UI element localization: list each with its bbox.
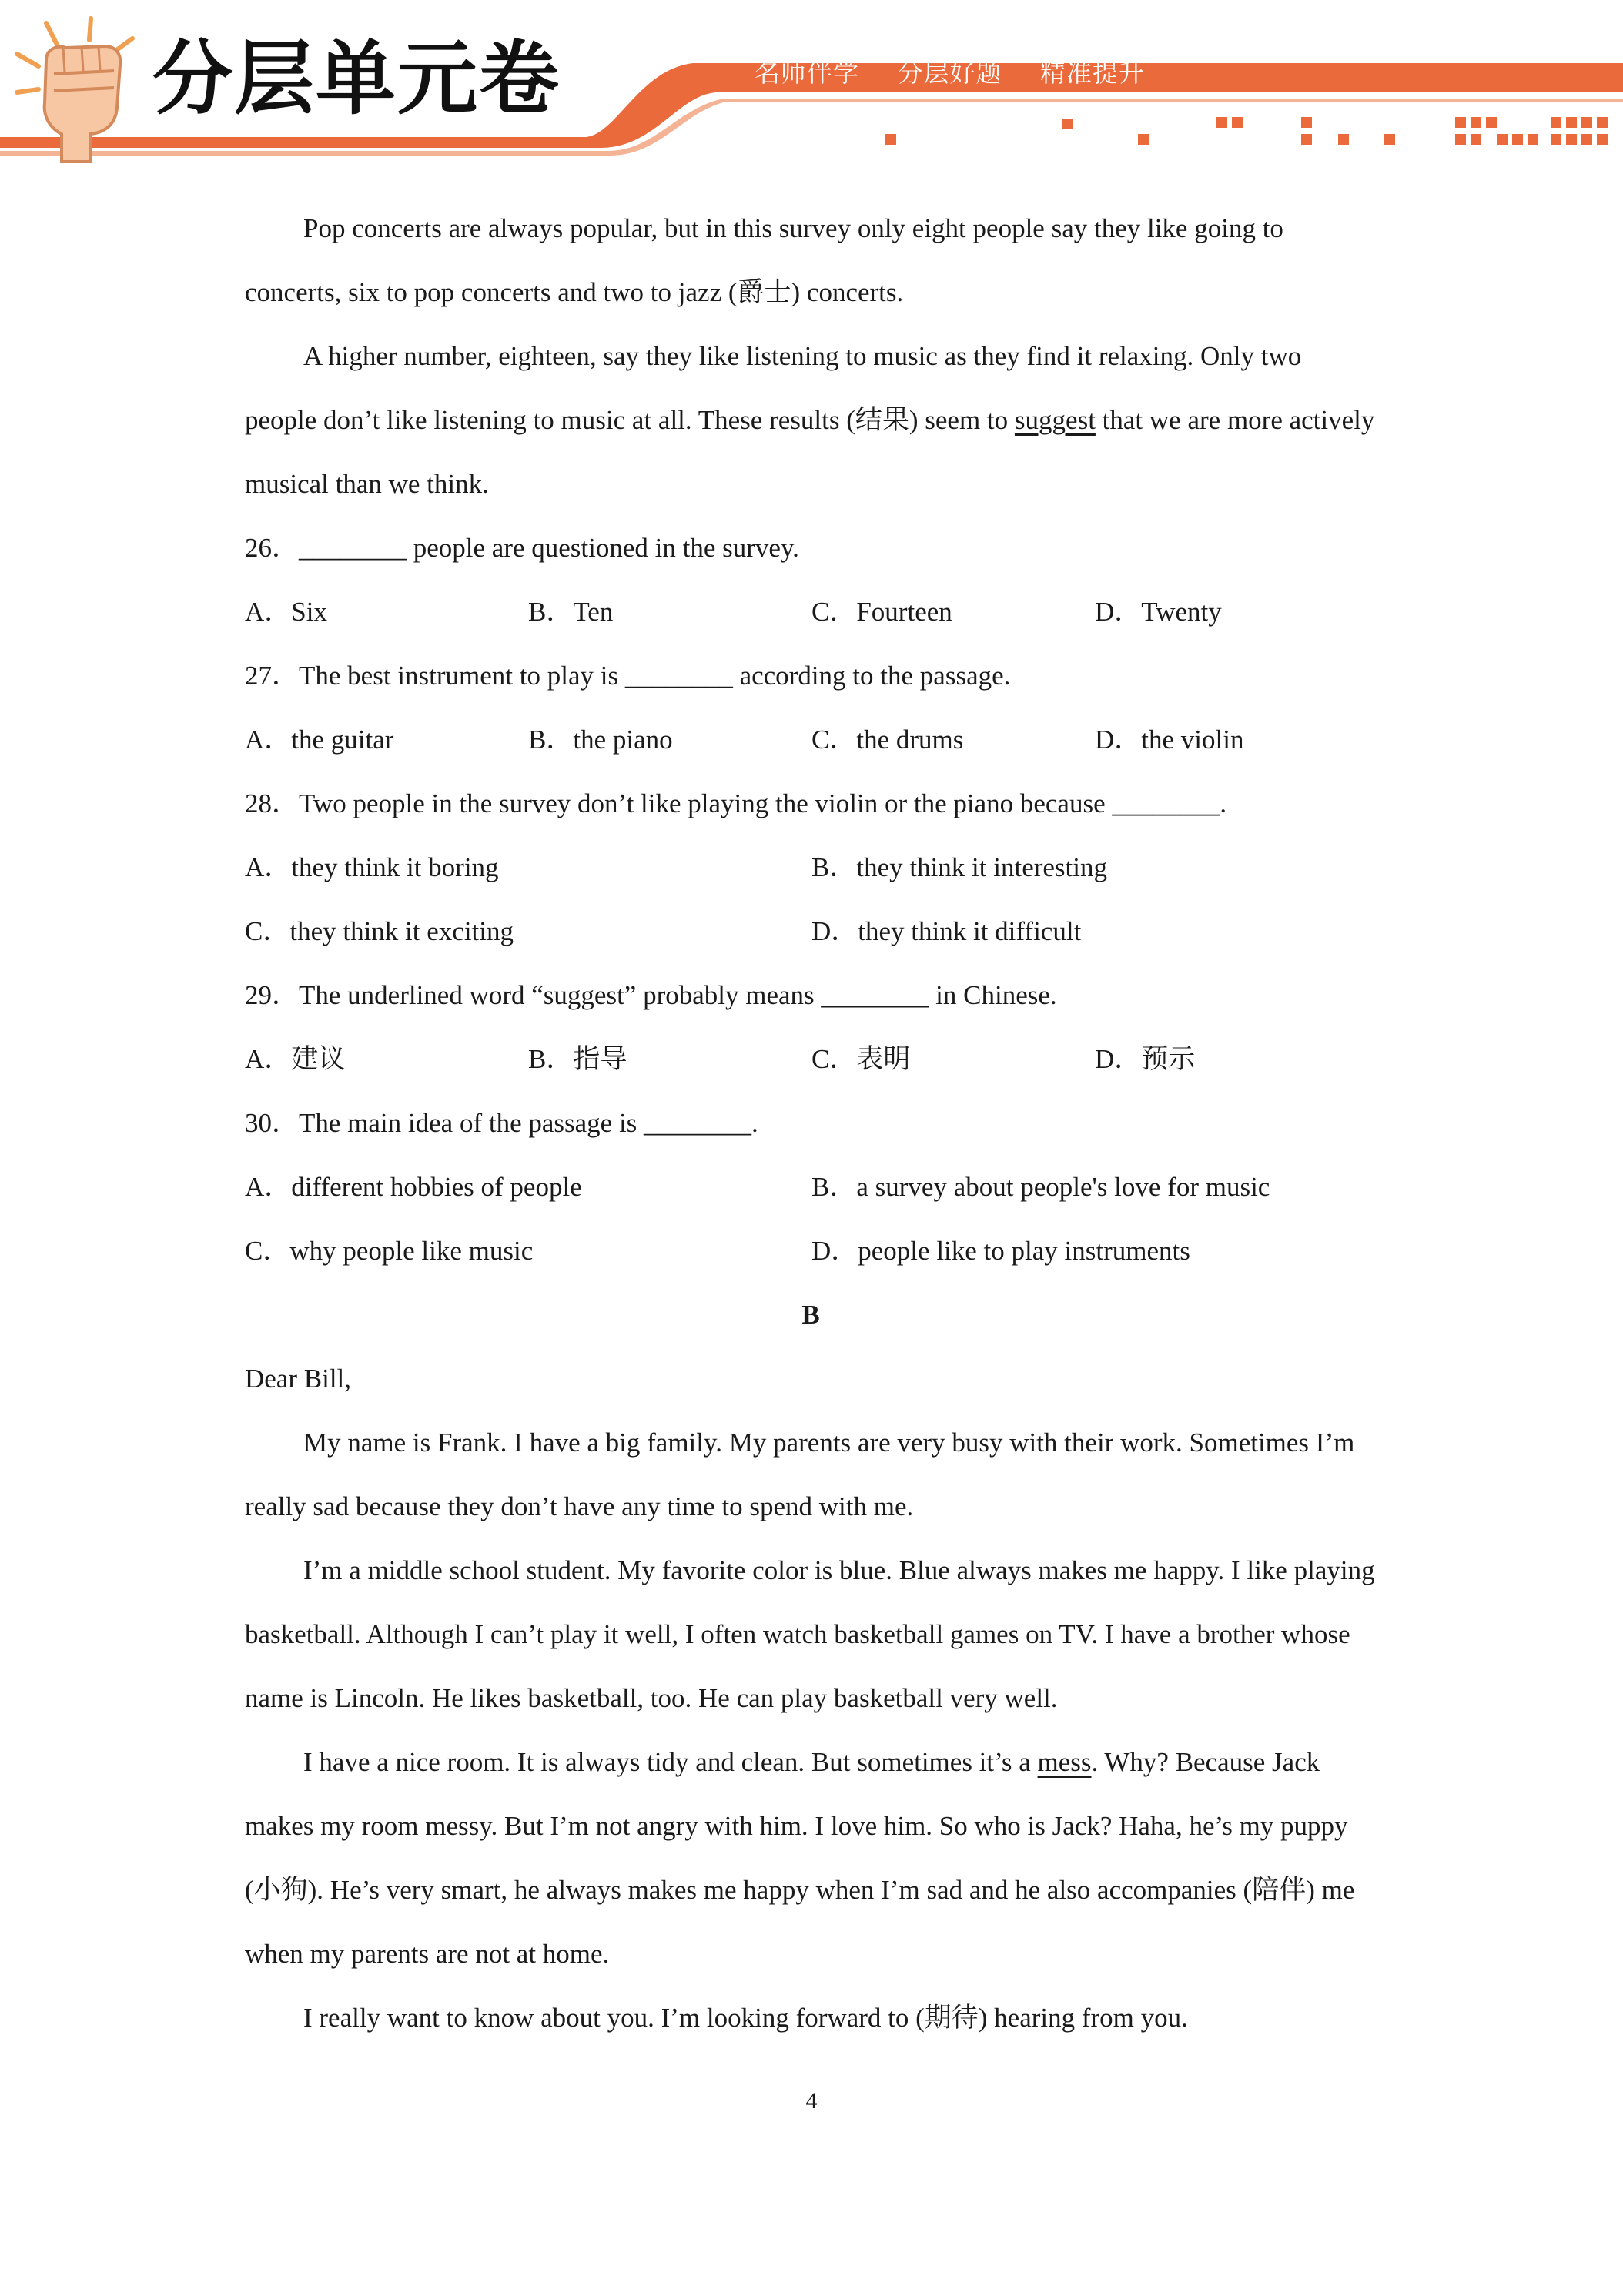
question-options — [245, 580, 1377, 644]
question-options — [245, 1027, 1377, 1091]
option: A．different hobbies of people — [245, 1172, 582, 1202]
section-title: B — [801, 1300, 820, 1330]
page-header — [0, 0, 1623, 177]
letter-paragraph: I’m a middle school student. My favorite color is blue. Blue always makes me happy. I like playing basketball. Although I can’t play it well, I often watch basketball games on TV. I have a brother whose name is Lincoln. He likes basketball, too. He can play basketball very well. — [245, 1555, 1375, 1713]
letter-paragraph: I really want to know about you. I’m looking forward to (期待) hearing from you. — [303, 2003, 1188, 2033]
passage-paragraph: Pop concerts are always popular, but in this survey only eight people say they like going to concerts, six to pop concerts and two to jazz (爵士) concerts. — [245, 213, 1283, 307]
question-stem: 27．The best instrument to play is ________ according to the passage. — [245, 661, 1011, 691]
question-options — [245, 1155, 1377, 1219]
underlined-word: mess — [1037, 1747, 1092, 1777]
question-stem: 30．The main idea of the passage is ________. — [245, 1108, 758, 1138]
slogan-item: 名师伴学 — [755, 58, 859, 88]
option: B．指导 — [528, 1044, 627, 1074]
paragraph-text: . Why? Because Jack makes my room messy. But I’m not angry with him. I love him. So who is Jack? Haha, he’s my puppy (小狗). He’s very smart, he always makes me happy when I’m sad and he also accompanies (陪伴) me when my parents are not at home. — [245, 1747, 1355, 1969]
slogan-item: 分层好题 — [897, 58, 1002, 88]
question-options — [245, 708, 1377, 771]
question-options — [245, 899, 1377, 963]
letter-paragraph — [245, 1730, 1377, 1986]
question-stem: 29．The underlined word “suggest” probably means ________ in Chinese. — [245, 980, 1057, 1010]
option: D．they think it difficult — [812, 916, 1082, 946]
option: D．Twenty — [1095, 597, 1222, 627]
option: C．why people like music — [245, 1236, 534, 1266]
page-content — [245, 196, 1377, 2050]
question-options — [245, 835, 1377, 899]
option: D．people like to play instruments — [812, 1236, 1190, 1266]
paragraph-text: A higher number, eighteen, say they like listening to music as they find it relaxing. Only two people don’t like listening to music at all. These results (结果) seem to — [245, 341, 1302, 435]
option: A．they think it boring — [245, 852, 499, 882]
underlined-word: suggest — [1014, 405, 1096, 435]
option: B．a survey about people's love for music — [812, 1172, 1270, 1202]
passage-paragraph — [245, 324, 1377, 516]
question-options — [245, 1219, 1377, 1283]
option: C．表明 — [812, 1044, 911, 1074]
option: D．the violin — [1095, 725, 1244, 755]
option: C．the drums — [812, 725, 964, 755]
option: C．they think it exciting — [245, 916, 514, 946]
paragraph-text: I have a nice room. It is always tidy and clean. But sometimes it’s a — [303, 1747, 1038, 1777]
option: C．Fourteen — [812, 597, 952, 627]
option: B．they think it interesting — [812, 852, 1107, 882]
question-stem: 28．Two people in the survey don’t like playing the violin or the piano because ________. — [245, 788, 1227, 818]
option: A．the guitar — [245, 725, 394, 755]
page-number: 4 — [805, 2088, 818, 2114]
letter-paragraph: My name is Frank. I have a big family. My parents are very busy with their work. Sometimes I’m really sad because they don’t have any time to spend with me. — [245, 1427, 1355, 1521]
slogan-item: 精准提升 — [1040, 58, 1145, 88]
option: D．预示 — [1095, 1044, 1196, 1074]
option: A．Six — [245, 597, 327, 627]
option: A．建议 — [245, 1044, 346, 1074]
paragraph-text: that we are more actively musical than we think. — [245, 405, 1375, 499]
option: B．the piano — [528, 725, 673, 755]
question-stem: 26．________ people are questioned in the survey. — [245, 533, 799, 563]
option: B．Ten — [528, 597, 614, 627]
header-slogan — [755, 58, 1174, 88]
brand-title: 分层单元卷 — [152, 32, 561, 126]
letter-greeting: Dear Bill, — [245, 1364, 352, 1394]
